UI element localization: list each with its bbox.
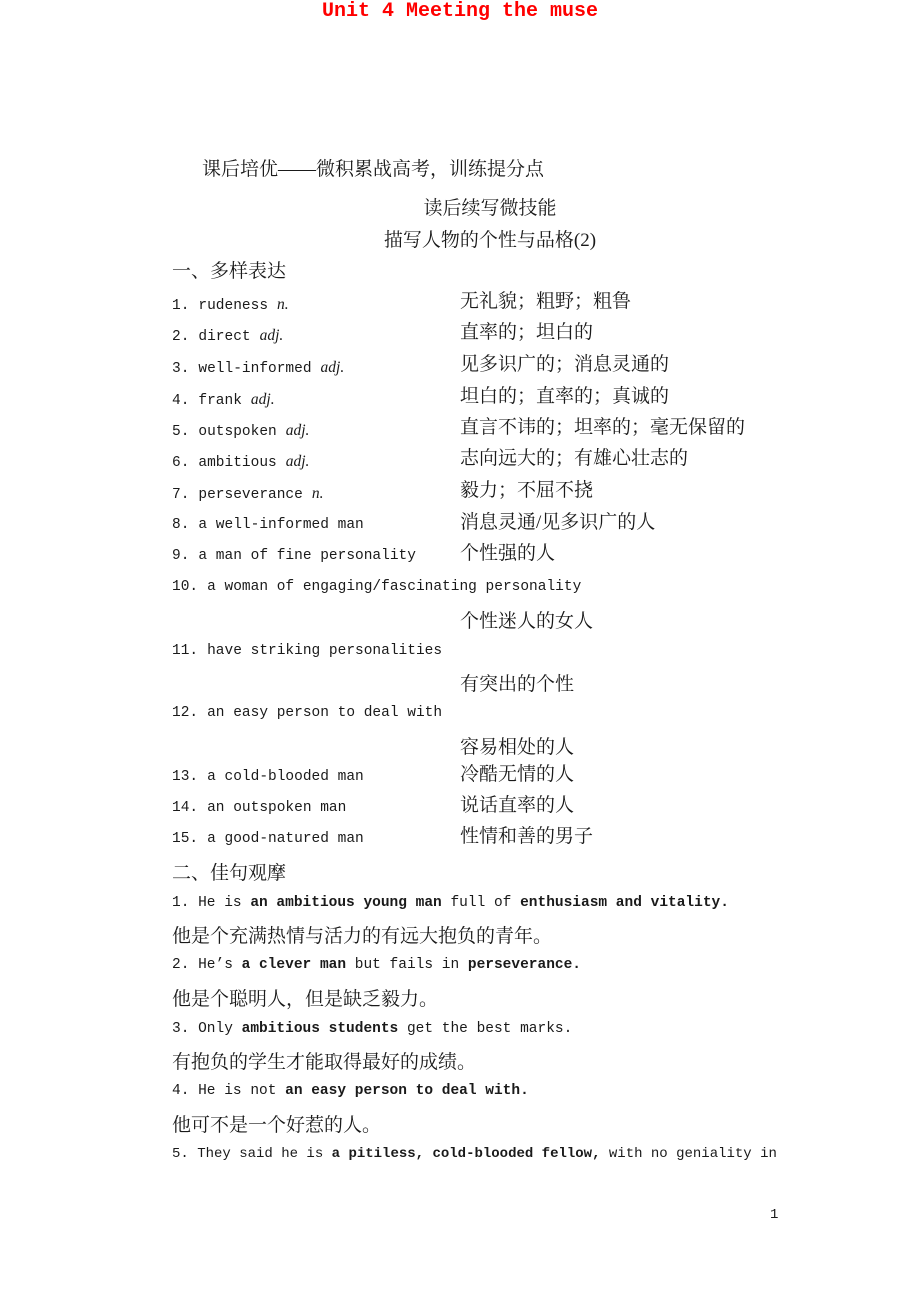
item-translation: 无礼貌；粗野；粗鲁 — [460, 291, 632, 312]
item-term: a man of fine personality — [198, 548, 416, 564]
item-translation: 直率的；坦白的 — [460, 322, 594, 343]
vocab-item-15 — [172, 826, 784, 848]
sentence-4-translation: 他可不是一个好惹的人。 — [172, 1115, 382, 1136]
vocab-item-1 — [172, 291, 784, 315]
item-translation: 见多识广的；消息灵通的 — [460, 354, 670, 375]
item-term: an easy person to deal with — [207, 705, 443, 721]
vocab-item-5 — [172, 417, 784, 441]
item-number: 14. — [172, 800, 199, 816]
item-term: have striking personalities — [207, 643, 443, 659]
item-number: 7. — [172, 487, 190, 503]
item-pos: adj. — [285, 453, 310, 470]
vocab-item-12 — [172, 704, 784, 722]
sentence-1: 1. He is an ambitious young man full of enthusiasm and vitality. — [172, 895, 729, 911]
subheading-skill: 读后续写微技能 — [423, 198, 557, 219]
item-term: perseverance — [198, 487, 303, 503]
item-number: 4. — [172, 393, 190, 409]
item-term: frank — [198, 393, 242, 409]
item-pos: adj. — [250, 391, 275, 408]
item-translation: 坦白的；直率的；真诚的 — [460, 386, 670, 407]
document-title: Unit 4 Meeting the muse — [321, 0, 599, 23]
item-term: rudeness — [198, 298, 269, 314]
item-pos: adj. — [259, 327, 284, 344]
item-pos: adj. — [320, 359, 345, 376]
vocab-item-12-translation: 容易相处的人 — [460, 737, 575, 758]
item-term: outspoken — [198, 424, 277, 440]
item-term: an outspoken man — [207, 800, 347, 816]
item-term: a good-natured man — [207, 831, 364, 847]
vocab-item-2 — [172, 322, 784, 346]
vocab-item-11-translation: 有突出的个性 — [460, 674, 575, 695]
item-number: 3. — [172, 361, 190, 377]
item-pos: n. — [277, 296, 289, 313]
vocab-item-10 — [172, 578, 784, 596]
vocab-item-14 — [172, 795, 784, 817]
item-pos: adj. — [285, 422, 310, 439]
item-pos: n. — [311, 485, 324, 502]
item-translation: 冷酷无情的人 — [460, 764, 575, 785]
vocab-item-13 — [172, 764, 784, 786]
vocab-item-7 — [172, 480, 784, 504]
item-term: a cold-blooded man — [207, 769, 364, 785]
item-term: well-informed — [198, 361, 312, 377]
sentence-3: 3. Only ambitious students get the best marks. — [172, 1021, 573, 1037]
vocab-item-8 — [172, 512, 784, 534]
item-number: 12. — [172, 705, 199, 721]
vocab-item-10-translation: 个性迷人的女人 — [460, 611, 594, 632]
vocab-item-3 — [172, 354, 784, 378]
subheading-topic: 描写人物的个性与品格(2) — [383, 230, 597, 251]
sentence-2: 2. He’s a clever man but fails in perseverance. — [172, 957, 581, 973]
item-translation: 消息灵通/见多识广的人 — [460, 512, 656, 533]
course-tagline: 课后培优——微积累战高考，训练提分点 — [202, 159, 545, 180]
item-term: ambitious — [198, 455, 277, 471]
sentence-2-translation: 他是个聪明人，但是缺乏毅力。 — [172, 989, 439, 1010]
item-number: 1. — [172, 298, 190, 314]
vocab-item-4 — [172, 386, 784, 410]
sentence-3-translation: 有抱负的学生才能取得最好的成绩。 — [172, 1052, 477, 1073]
item-number: 2. — [172, 329, 190, 345]
item-term: a well-informed man — [198, 517, 364, 533]
item-number: 5. — [172, 424, 190, 440]
item-translation: 个性强的人 — [460, 543, 556, 564]
item-number: 13. — [172, 769, 199, 785]
vocab-item-11 — [172, 642, 784, 660]
item-translation: 志向远大的；有雄心壮志的 — [460, 448, 689, 469]
item-translation: 直言不讳的；坦率的；毫无保留的 — [460, 417, 746, 438]
sentence-4: 4. He is not an easy person to deal with. — [172, 1083, 529, 1099]
section-1-heading: 一、多样表达 — [172, 261, 287, 282]
page-number: 1 — [770, 1207, 779, 1223]
vocab-item-9 — [172, 543, 784, 565]
item-translation: 性情和善的男子 — [460, 826, 594, 847]
item-term: direct — [198, 329, 251, 345]
sentence-5: 5. They said he is a pitiless, cold-blooded fellow, with no geniality in — [172, 1146, 777, 1162]
item-number: 8. — [172, 517, 190, 533]
item-number: 15. — [172, 831, 199, 847]
item-number: 11. — [172, 643, 199, 659]
item-number: 6. — [172, 455, 190, 471]
item-number: 10. — [172, 579, 199, 595]
sentence-1-translation: 他是个充满热情与活力的有远大抱负的青年。 — [172, 926, 553, 947]
item-number: 9. — [172, 548, 190, 564]
item-translation: 毅力；不屈不挠 — [460, 480, 594, 501]
item-term: a woman of engaging/fascinating personality — [207, 579, 582, 595]
vocab-item-6 — [172, 448, 784, 472]
section-2-heading: 二、佳句观摩 — [172, 863, 287, 884]
item-translation: 说话直率的人 — [460, 795, 575, 816]
